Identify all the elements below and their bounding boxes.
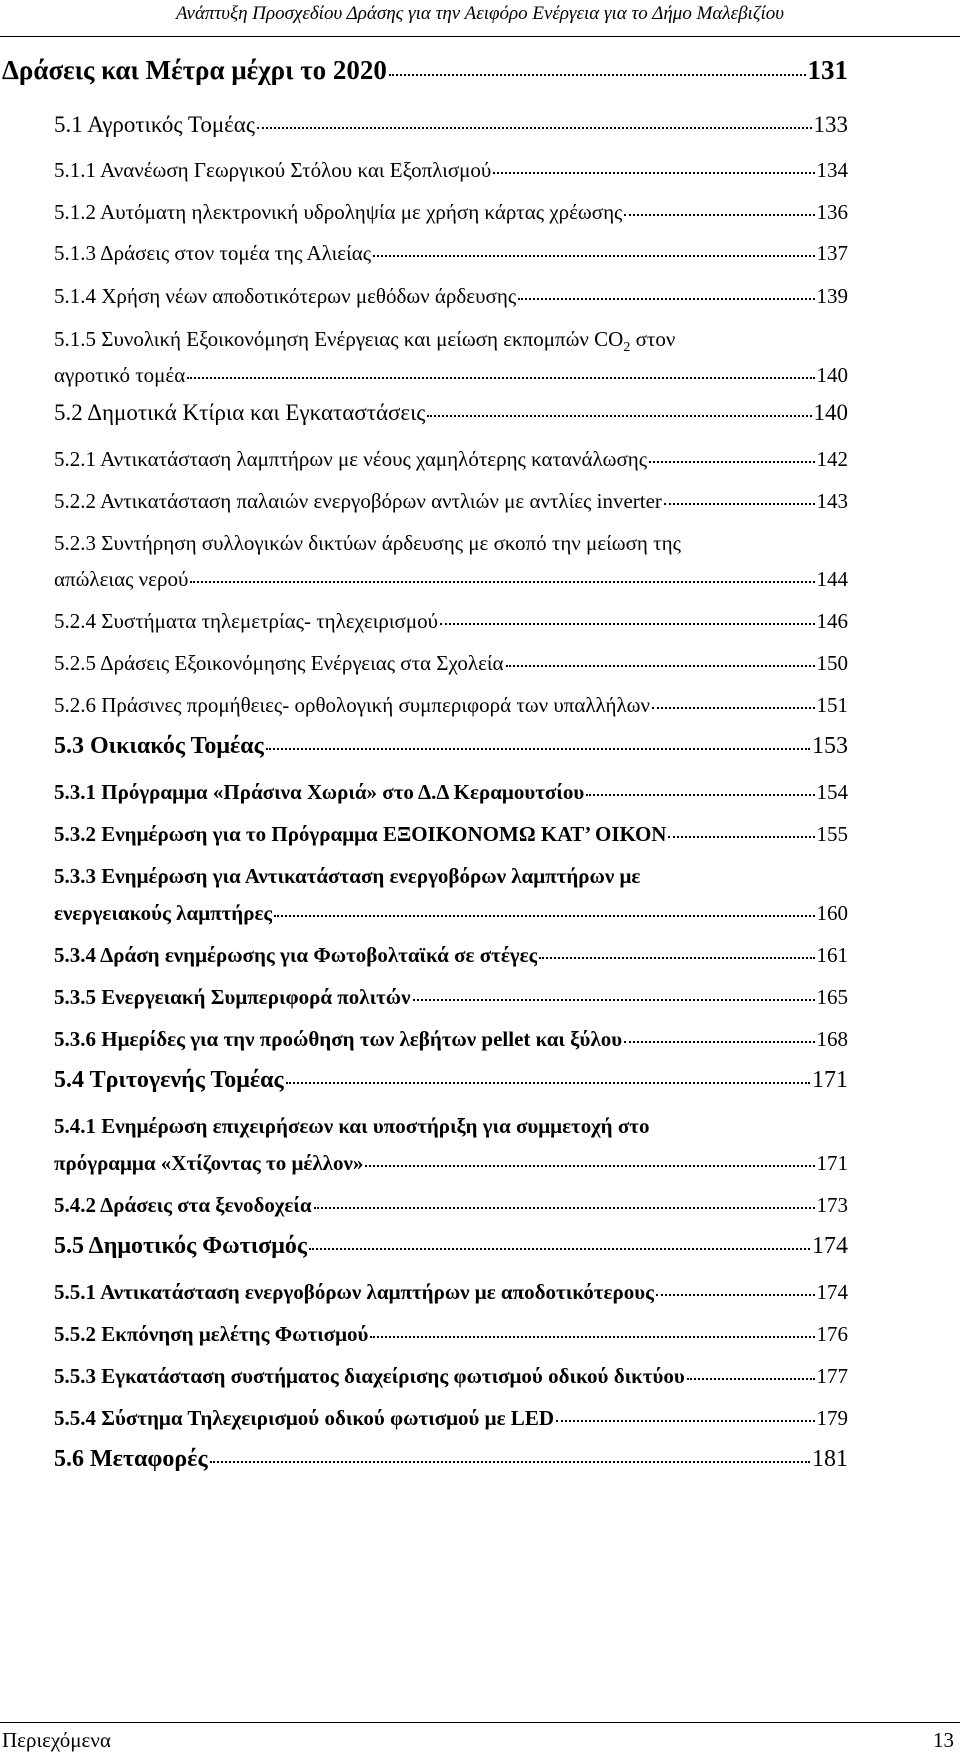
toc-entry-title-line1[interactable]: 5.4.1 Ενημέρωση επιχειρήσεων και υποστήριξη για συμμετοχή στο [54, 1114, 650, 1138]
toc-entry[interactable] [2, 55, 848, 86]
dot-leader [652, 707, 815, 709]
toc-entry-title-line1[interactable]: 5.1.5 Συνολική Εξοικονόμηση Ενέργειας και μείωση εκπομπών $CO_2$ στον [54, 327, 676, 356]
toc-entry[interactable] [54, 1233, 848, 1260]
toc-entry-title: 5.2.2 Αντικατάσταση παλαιών ενεργοβόρων αντλιών με αντλίες inverter [54, 489, 662, 513]
toc-entry-page: 137 [816, 241, 848, 265]
toc-entry-page: 177 [816, 1364, 848, 1388]
toc-entry[interactable] [54, 400, 848, 426]
toc-entry-title: 5.1 Αγροτικός Τομέας [54, 112, 255, 137]
dot-leader [624, 214, 814, 216]
toc-entry-title: αγροτικό τομέα [54, 363, 186, 387]
toc-entry-page: 144 [816, 567, 848, 591]
dot-leader [668, 836, 814, 838]
dot-leader [687, 1378, 815, 1380]
toc-entry[interactable] [54, 901, 848, 926]
toc-entry[interactable] [54, 609, 848, 634]
toc-entry[interactable] [54, 1406, 848, 1431]
toc-entry-title: 5.2.1 Αντικατάσταση λαμπτήρων με νέους χαμηλότερης κατανάλωσης [54, 447, 648, 471]
dot-leader [389, 74, 806, 76]
toc-entry-title: 5.1.1 Ανανέωση Γεωργικού Στόλου και Εξοπλισμού [54, 158, 492, 182]
toc-entry-page: 131 [807, 55, 848, 85]
toc-entry-title: 5.3.2 Ενημέρωση για το Πρόγραμμα ΕΞΟΙΚΟΝΟΜΩ ΚΑΤ’ ΟΙΚΟΝ [54, 822, 667, 846]
toc-entry[interactable] [54, 284, 848, 309]
dot-leader [649, 461, 814, 463]
dot-leader [539, 957, 814, 959]
toc-entry-page: 151 [816, 693, 848, 717]
toc-entry-page: 171 [812, 1067, 848, 1093]
dot-leader [506, 665, 815, 667]
toc-entry-page: 161 [816, 943, 848, 967]
toc-entry[interactable] [54, 1067, 848, 1094]
toc-entry-title: πρόγραμμα «Χτίζοντας το μέλλον» [54, 1151, 364, 1175]
dot-leader [427, 415, 811, 417]
dot-leader [190, 581, 814, 583]
toc-entry[interactable] [54, 112, 848, 138]
toc-entry-page: 155 [816, 822, 848, 846]
dot-leader [210, 1461, 810, 1463]
dot-leader [274, 915, 814, 917]
dot-leader [664, 503, 815, 505]
toc-entry[interactable] [54, 651, 848, 676]
toc-entry[interactable] [54, 1193, 848, 1218]
toc-entry[interactable] [54, 447, 848, 472]
toc-entry-page: 143 [816, 489, 848, 513]
dot-leader [413, 999, 815, 1001]
toc-entry-title: 5.3 Οικιακός Τομέας [54, 733, 264, 759]
toc-entry-page: 165 [816, 985, 848, 1009]
toc-entry-page: 179 [816, 1406, 848, 1430]
toc-entry[interactable] [54, 1322, 848, 1347]
toc-entry-page: 174 [812, 1233, 848, 1259]
toc-entry-title: 5.3.5 Ενεργειακή Συμπεριφορά πολιτών [54, 985, 411, 1009]
toc-entry-page: 171 [816, 1151, 848, 1175]
footer-rule [0, 1722, 960, 1723]
toc-entry-page: 139 [816, 284, 848, 308]
toc-entry-page: 176 [816, 1322, 848, 1346]
toc-entry-title: 5.2 Δημοτικά Κτίρια και Εγκαταστάσεις [54, 400, 426, 425]
toc-entry-title: 5.3.6 Ημερίδες για την προώθηση των λεβήτων pellet και ξύλου [54, 1027, 623, 1051]
dot-leader [656, 1294, 815, 1296]
dot-leader [286, 1082, 810, 1084]
toc-entry[interactable] [54, 1151, 848, 1176]
running-header: Ανάπτυξη Προσχεδίου Δράσης για την Αειφόρο Ενέργεια για το Δήμο Μαλεβιζίου [175, 3, 785, 24]
toc-entry-title: 5.5.4 Σύστημα Τηλεχειρισμού οδικού φωτισμού με LED [54, 1406, 554, 1430]
dot-leader [586, 794, 814, 796]
dot-leader [518, 298, 814, 300]
toc-entry-page: 150 [816, 651, 848, 675]
toc-entry-page: 133 [813, 112, 848, 137]
toc-entry[interactable] [54, 1364, 848, 1389]
toc-entry-title: 5.1.2 Αυτόματη ηλεκτρονική υδροληψία με χρήση κάρτας χρέωσης [54, 200, 623, 224]
toc-entry-title: 5.5.1 Αντικατάσταση ενεργοβόρων λαμπτήρων με αποδοτικότερους [54, 1280, 654, 1304]
toc-entry[interactable] [54, 363, 848, 388]
toc-entry-page: 146 [816, 609, 848, 633]
toc-entry[interactable] [54, 780, 848, 805]
dot-leader [440, 623, 814, 625]
page-number: 13 [933, 1728, 954, 1752]
toc-entry[interactable] [54, 200, 848, 225]
toc-entry-title: Δράσεις και Μέτρα μέχρι το 2020 [2, 55, 387, 85]
dot-leader [309, 1248, 810, 1250]
dot-leader [314, 1207, 815, 1209]
toc-entry-title-line1[interactable]: 5.2.3 Συντήρηση συλλογικών δικτύων άρδευσης με σκοπό την μείωση της [54, 531, 681, 555]
toc-entry-page: 174 [816, 1280, 848, 1304]
footer-label: Περιεχόμενα [2, 1728, 111, 1752]
toc-entry[interactable] [54, 943, 848, 968]
toc-entry-title: 5.3.4 Δράση ενημέρωσης για Φωτοβολταϊκά σε στέγες [54, 943, 538, 967]
toc-entry[interactable] [54, 1280, 848, 1305]
toc-entry-page: 136 [816, 200, 848, 224]
dot-leader [373, 255, 814, 257]
toc-entry-page: 181 [812, 1446, 848, 1472]
toc-entry-title: 5.5.2 Εκπόνηση μελέτης Φωτισμού [54, 1322, 369, 1346]
dot-leader [187, 377, 814, 379]
toc-entry-page: 134 [816, 158, 848, 182]
toc-entry-page: 140 [813, 400, 848, 425]
toc-entry-page: 142 [816, 447, 848, 471]
toc-entry-title: 5.2.4 Συστήματα τηλεμετρίας- τηλεχειρισμού [54, 609, 439, 633]
toc-entry[interactable] [54, 241, 848, 266]
toc-entry-page: 160 [816, 901, 848, 925]
dot-leader [257, 127, 812, 129]
toc-entry-title: 5.6 Μεταφορές [54, 1446, 208, 1472]
toc-entry-title: 5.3.1 Πρόγραμμα «Πράσινα Χωριά» στο Δ.Δ Κεραμουτσίου [54, 780, 585, 804]
toc-entry[interactable] [54, 1446, 848, 1473]
toc-entry[interactable] [54, 1027, 848, 1052]
dot-leader [370, 1336, 814, 1338]
toc-entry-title: 5.1.4 Χρήση νέων αποδοτικότερων μεθόδων άρδευσης [54, 284, 517, 308]
toc-entry-title: 5.4 Τριτογενής Τομέας [54, 1067, 284, 1093]
toc-entry-title-line1[interactable]: 5.3.3 Ενημέρωση για Αντικατάσταση ενεργοβόρων λαμπτήρων με [54, 864, 641, 888]
toc-entry-title: 5.5 Δημοτικός Φωτισμός [54, 1233, 307, 1259]
toc-entry-title: 5.4.2 Δράσεις στα ξενοδοχεία [54, 1193, 312, 1217]
toc-entry-page: 168 [816, 1027, 848, 1051]
toc-entry[interactable] [54, 693, 848, 718]
toc-entry-page: 153 [812, 733, 848, 759]
header-rule [0, 36, 960, 37]
toc-entry-title: 5.2.6 Πράσινες προμήθειες- ορθολογική συμπεριφορά των υπαλλήλων [54, 693, 650, 717]
toc-entry-page: 140 [816, 363, 848, 387]
toc-entry[interactable] [54, 985, 848, 1010]
toc-entry-page: 154 [816, 780, 848, 804]
dot-leader [493, 172, 814, 174]
dot-leader [556, 1420, 815, 1422]
dot-leader [624, 1041, 814, 1043]
toc-entry-title: ενεργειακούς λαμπτήρες [54, 901, 273, 925]
toc-entry-title: απώλειας νερού [54, 567, 189, 591]
toc-entry-title: 5.5.3 Εγκατάσταση συστήματος διαχείρισης φωτισμού οδικού δικτύου [54, 1364, 685, 1388]
toc-entry-title: 5.1.3 Δράσεις στον τομέα της Αλιείας [54, 241, 372, 265]
toc-entry-title: 5.2.5 Δράσεις Εξοικονόμησης Ενέργειας στα Σχολεία [54, 651, 504, 675]
toc-entry[interactable] [54, 158, 848, 183]
toc-entry[interactable] [54, 822, 848, 847]
toc-entry[interactable] [54, 567, 848, 592]
toc-entry-page: 173 [816, 1193, 848, 1217]
toc-entry[interactable] [54, 733, 848, 760]
dot-leader [365, 1165, 814, 1167]
toc-entry[interactable] [54, 489, 848, 514]
dot-leader [266, 748, 810, 750]
